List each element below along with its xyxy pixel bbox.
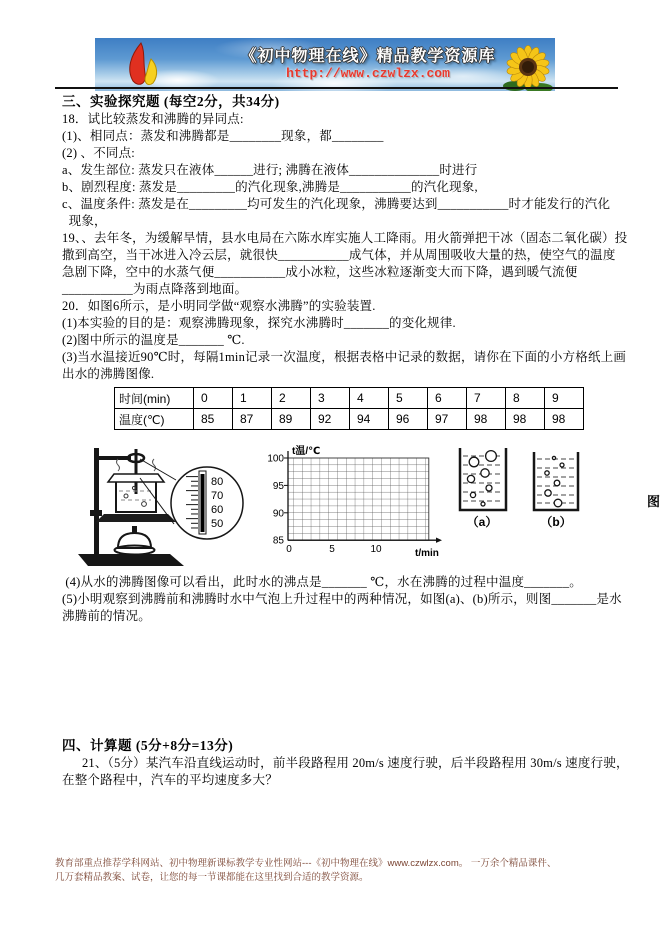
text-line: (2)图中所示的温度是_______ ℃.: [62, 333, 245, 347]
section3-after-figure-lines: [62, 574, 622, 625]
thermo-scale-60: 60: [211, 504, 224, 516]
text-line: (5)小明观察到沸腾前和沸腾时水中气泡上升过程中的两种情况，如图(a)、(b)所示，则图_______是水: [62, 592, 622, 606]
banner-url[interactable]: http://www.czwlzx.com: [286, 66, 450, 81]
text-line: ___________为雨点降落到地面。: [62, 282, 248, 296]
value-cell: 2: [272, 388, 311, 409]
thermo-scale-70: 70: [211, 490, 224, 502]
text-line: 急剧下降，空中的水蒸气便___________成小冰粒，这些冰粒逐渐变大而下降，遇到暖气流便: [62, 265, 578, 279]
header-divider: [55, 87, 618, 89]
text-line: 21、（5分）某汽车沿直线运动时，前半段路程用 20m/s 速度行驶，后半段路程用 30m/s 速度行驶，: [62, 756, 629, 770]
thermo-scale-50: 50: [211, 518, 224, 530]
beaker-b: [534, 452, 578, 510]
boiling-graph-grid: [258, 444, 442, 558]
exam-body: [62, 93, 629, 789]
text-line: (4)从水的沸腾图像可以看出，此时水的沸点是_______ ℃，水在沸腾的过程中温度_______。: [62, 575, 583, 589]
section3-lines: [62, 111, 628, 383]
value-cell: 4: [350, 388, 389, 409]
text-line: 在整个路程中，汽车的平均速度多大？: [62, 773, 278, 787]
text-line: 撒到高空，当干冰进入冷云层，就很快___________成气体，并从周围吸收大量的热，使空气的温度: [62, 248, 616, 262]
value-cell: 9: [545, 388, 584, 409]
value-cell: 7: [467, 388, 506, 409]
beaker-a-label: （a）: [466, 515, 498, 529]
experiment-apparatus-figure: [74, 444, 246, 570]
row-label-cell: 时间(min): [115, 388, 194, 409]
value-cell: 98: [506, 409, 545, 430]
banner-title: 《初中物理在线》精品教学资源库: [240, 48, 496, 65]
margin-figure-glyph: 图: [647, 494, 661, 509]
table-row: [115, 409, 584, 430]
graph-y-axis-label: t温/℃: [292, 446, 321, 457]
graph-ytick-95: 95: [272, 481, 284, 492]
value-cell: 97: [428, 409, 467, 430]
section4: [62, 737, 629, 789]
value-cell: 3: [311, 388, 350, 409]
graph-x-axis-label: t/min: [415, 548, 439, 558]
page-footer: [55, 857, 617, 884]
text-line: a、发生部位: 蒸发只在液体______进行; 沸腾在液体______________时进行: [62, 163, 478, 177]
graph-xtick-0: 0: [286, 544, 292, 555]
text-line: (2) 、不同点:: [62, 146, 135, 160]
value-cell: 98: [545, 409, 584, 430]
table-row: [115, 388, 584, 409]
value-cell: 5: [389, 388, 428, 409]
graph-ytick-85: 85: [272, 535, 284, 547]
value-cell: 0: [194, 388, 233, 409]
text-line: 18．试比较蒸发和沸腾的异同点:: [62, 112, 244, 126]
value-cell: 94: [350, 409, 389, 430]
graph-xtick-5: 5: [329, 544, 335, 555]
sunflower-icon: [501, 42, 553, 91]
graph-xtick-10: 10: [370, 544, 382, 555]
footer-line-1: 教育部重点推荐学科网站、初中物理新课标教学专业性网站---《初中物理在线》www.czwlzx.com。 一万余个精品课件、: [55, 858, 557, 869]
text-line: (1)、相同点：蒸发和沸腾都是________现象，都________: [62, 129, 384, 143]
value-cell: 89: [272, 409, 311, 430]
value-cell: 8: [506, 388, 545, 409]
text-line: 沸腾前的情况。: [62, 609, 151, 623]
text-line: b、剧烈程度: 蒸发是_________的汽化现象,沸腾是___________的汽化现象,: [62, 180, 478, 194]
section4-heading: 四、计算题 (5分+8分=13分): [62, 738, 234, 753]
temperature-record-table: [114, 387, 584, 430]
bubble-beakers-figure: [454, 444, 586, 548]
text-line: 20．如图6所示，是小明同学做“观察水沸腾”的实验装置.: [62, 299, 376, 313]
text-line: (3)当水温接近90℃时，每隔1min记录一次温度，根据表格中记录的数据，请你在下面的小方格纸上画: [62, 350, 627, 364]
thermometer-magnifier-circle: [171, 467, 243, 539]
text-line: c、温度条件: 蒸发是在_________均可发生的汽化现象，沸腾要达到___________时才能发行的汽化: [62, 197, 611, 211]
text-line: 现象，: [62, 214, 107, 228]
value-cell: 92: [311, 409, 350, 430]
graph-ytick-90: 90: [272, 508, 284, 520]
value-cell: 87: [233, 409, 272, 430]
value-cell: 96: [389, 409, 428, 430]
text-line: 出水的沸腾图像.: [62, 367, 155, 381]
value-cell: 6: [428, 388, 467, 409]
row-label-cell: 温度(℃): [115, 409, 194, 430]
site-logo-icon: [121, 41, 169, 89]
figure-6: [74, 444, 618, 570]
section4-lines: [62, 755, 629, 789]
value-cell: 85: [194, 409, 233, 430]
beaker-b-label: （b）: [540, 515, 572, 529]
site-banner: [95, 38, 555, 91]
beaker-a: [460, 448, 506, 510]
thermo-scale-80: 80: [211, 476, 224, 488]
text-line: 19、、去年冬，为缓解旱情，县水电局在六陈水库实施人工降雨。用火箭弹把干冰（固态二氧化碳）投: [62, 231, 628, 245]
graph-ytick-100: 100: [267, 453, 284, 465]
footer-line-2: 几万套精品教案、试卷，让您的每一节课都能在这里找到合适的教学资源。: [55, 871, 369, 883]
text-line: (1)本实验的目的是：观察沸腾现象，探究水沸腾时_______的变化规律.: [62, 316, 456, 330]
section3-heading: 三、实验探究题 (每空2分，共34分): [62, 94, 280, 109]
value-cell: 1: [233, 388, 272, 409]
value-cell: 98: [467, 409, 506, 430]
